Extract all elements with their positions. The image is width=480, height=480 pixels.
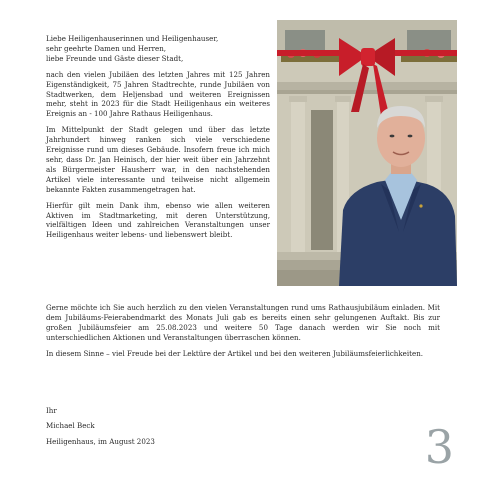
salutation-line: sehr geehrte Damen und Herren, bbox=[46, 43, 167, 53]
letter-paragraph: Im Mittelpunkt der Stadt gelegen und über das letzte Jahrhundert hinweg ranken sich viele verschiedene Ereignisse rund um dieses Gebäude. Insofern freue ich mich sehr, dass Dr. Jan Heinisch, der hier weit über ein Jahrzehnt als Bürgermeister Hausherr war, in den nachstehenden Artikel viele interessante und teilweise nicht allgemein bekannte Fakten zusammengetragen hat. bbox=[46, 125, 270, 194]
place-date: Heiligenhaus, im August 2023 bbox=[46, 436, 155, 446]
letter-full-width-section bbox=[46, 303, 440, 365]
letter-paragraph: In diesem Sinne – viel Freude bei der Lektüre der Artikel und bei den weiteren Jubiläumsfeierlichkeiten. bbox=[46, 348, 424, 358]
signoff bbox=[46, 403, 306, 449]
letter-intro-column bbox=[46, 34, 270, 246]
page-number: 3 bbox=[424, 420, 454, 474]
letter-paragraph: nach den vielen Jubiläen des letzten Jahres mit 125 Jahren Eigenständigkeit, 75 Jahren Stadtrechte, runde Jubiläen von Stadtwerken, dem Heljensbad und weiteren Ereignissen mehr, steht in 2023 für die Stadt Heiligenhaus ein weiteres Ereignis an - 100 Jahre Rathaus Heiligenhaus. bbox=[46, 69, 270, 119]
signature-name: Michael Beck bbox=[46, 421, 95, 431]
mayor-photo bbox=[277, 20, 457, 286]
salutation-line: liebe Freunde und Gäste dieser Stadt, bbox=[46, 53, 184, 63]
salutation bbox=[46, 34, 270, 64]
letter-paragraph: Gerne möchte ich Sie auch herzlich zu den vielen Veranstaltungen rund ums Rathausjubiläum einladen. Mit dem Jubiläums-Feierabendmarkt des Monats Juli gab es bereits einen sehr gelungenen Auftakt. Bis zur großen Jubiläumsfeier am 25.08.2023 und weitere 50 Tage danach werden wir Sie noch mit unterschiedlichen Aktionen und Veranstaltungen überraschen können. bbox=[46, 303, 440, 342]
letter-paragraph: Hierfür gilt mein Dank ihm, ebenso wie allen weiteren Aktiven im Stadtmarketing, mit deren Unterstützung, vielfältigen Ideen und zahlreichen Veranstaltungen unser Heiligenhaus weiter lebens- und liebenswert bleibt. bbox=[46, 200, 270, 240]
closing: Ihr bbox=[46, 406, 57, 415]
salutation-line: Liebe Heiligenhauserinnen und Heiligenhauser, bbox=[46, 34, 219, 43]
